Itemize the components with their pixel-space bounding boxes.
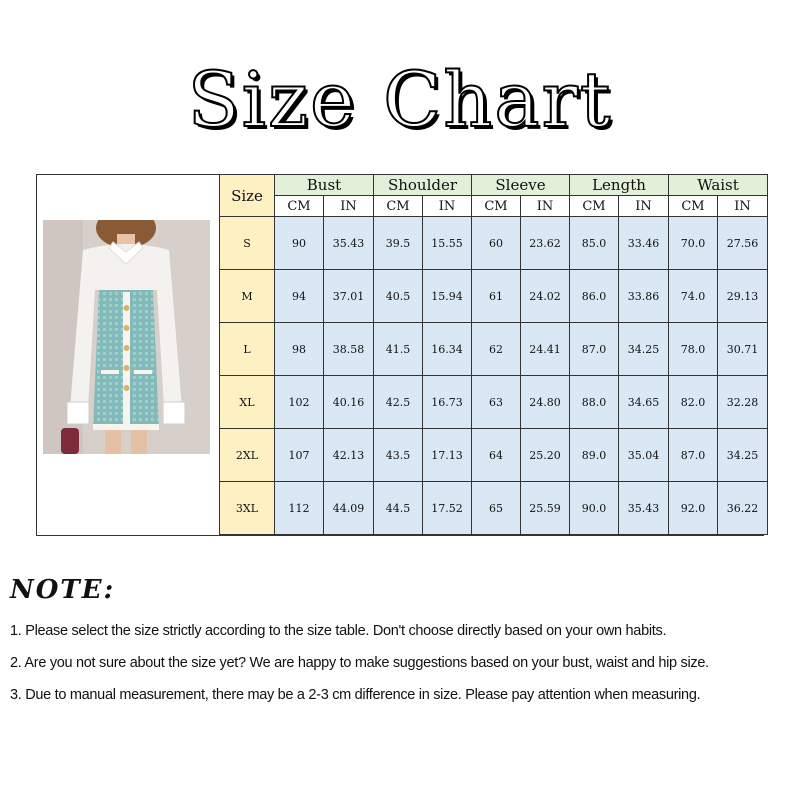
measurement-cell: 90.0 <box>570 482 619 535</box>
measurement-cell: 88.0 <box>570 376 619 429</box>
shoulder-header: Shoulder <box>374 175 472 196</box>
table-row <box>220 217 768 270</box>
measurement-cell: 17.52 <box>423 482 472 535</box>
note-title: NOTE: <box>10 575 116 605</box>
unit-header-cm: CM <box>570 196 619 217</box>
unit-header-cm: CM <box>374 196 423 217</box>
measurement-cell: 44.5 <box>374 482 423 535</box>
measurement-cell: 24.41 <box>521 323 570 376</box>
unit-header-cm: CM <box>472 196 521 217</box>
measurement-cell: 70.0 <box>669 217 718 270</box>
page-title: Size Chart <box>187 55 613 144</box>
measurement-cell: 38.58 <box>324 323 374 376</box>
measurement-cell: 24.02 <box>521 270 570 323</box>
unit-header-in: IN <box>423 196 472 217</box>
measurement-cell: 98 <box>275 323 324 376</box>
size-label-cell: 2XL <box>220 429 275 482</box>
product-photo <box>43 220 210 454</box>
size-label-cell: S <box>220 217 275 270</box>
unit-header-in: IN <box>324 196 374 217</box>
measurement-cell: 34.65 <box>619 376 669 429</box>
table-row <box>220 270 768 323</box>
measurement-cell: 92.0 <box>669 482 718 535</box>
measurement-cell: 35.43 <box>324 217 374 270</box>
unit-header-cm: CM <box>275 196 324 217</box>
measurement-cell: 87.0 <box>570 323 619 376</box>
measurement-cell: 63 <box>472 376 521 429</box>
measurement-cell: 64 <box>472 429 521 482</box>
dress-model-illustration <box>43 220 210 454</box>
measurement-cell: 89.0 <box>570 429 619 482</box>
measurement-cell: 107 <box>275 429 324 482</box>
measurement-cell: 60 <box>472 217 521 270</box>
measurement-cell: 34.25 <box>619 323 669 376</box>
unit-header-in: IN <box>619 196 669 217</box>
size-label-cell: 3XL <box>220 482 275 535</box>
measurement-cell: 24.80 <box>521 376 570 429</box>
size-label-cell: XL <box>220 376 275 429</box>
measurement-cell: 102 <box>275 376 324 429</box>
note-item: 1. Please select the size strictly according to the size table. Don't choose directly based on your own habits. <box>10 623 667 639</box>
measurement-cell: 25.59 <box>521 482 570 535</box>
measurement-cell: 23.62 <box>521 217 570 270</box>
sleeve-header: Sleeve <box>472 175 570 196</box>
bust-header: Bust <box>275 175 374 196</box>
measurement-cell: 112 <box>275 482 324 535</box>
measurement-cell: 82.0 <box>669 376 718 429</box>
length-header: Length <box>570 175 669 196</box>
size-table-body <box>220 217 768 535</box>
size-column-header: Size <box>220 175 275 217</box>
measurement-cell: 90 <box>275 217 324 270</box>
unit-header-cm: CM <box>669 196 718 217</box>
measurement-cell: 15.55 <box>423 217 472 270</box>
table-row <box>220 429 768 482</box>
measurement-cell: 27.56 <box>718 217 768 270</box>
measurement-cell: 33.46 <box>619 217 669 270</box>
measurement-cell: 86.0 <box>570 270 619 323</box>
measurement-cell: 87.0 <box>669 429 718 482</box>
measurement-cell: 62 <box>472 323 521 376</box>
size-table <box>219 174 768 535</box>
measurement-cell: 16.73 <box>423 376 472 429</box>
note-item: 2. Are you not sure about the size yet? We are happy to make suggestions based on your bust, waist and hip size. <box>10 655 709 671</box>
unit-header-in: IN <box>718 196 768 217</box>
measurement-cell: 42.13 <box>324 429 374 482</box>
measurement-cell: 35.43 <box>619 482 669 535</box>
table-row <box>220 482 768 535</box>
measurement-cell: 61 <box>472 270 521 323</box>
table-row <box>220 376 768 429</box>
measurement-cell: 34.25 <box>718 429 768 482</box>
size-label-cell: M <box>220 270 275 323</box>
measurement-cell: 44.09 <box>324 482 374 535</box>
measurement-cell: 17.13 <box>423 429 472 482</box>
measurement-cell: 36.22 <box>718 482 768 535</box>
measurement-cell: 94 <box>275 270 324 323</box>
measurement-cell: 33.86 <box>619 270 669 323</box>
measurement-cell: 40.16 <box>324 376 374 429</box>
measurement-cell: 42.5 <box>374 376 423 429</box>
measurement-cell: 16.34 <box>423 323 472 376</box>
table-row <box>220 323 768 376</box>
unit-header-in: IN <box>521 196 570 217</box>
measurement-cell: 25.20 <box>521 429 570 482</box>
measurement-cell: 41.5 <box>374 323 423 376</box>
measurement-cell: 85.0 <box>570 217 619 270</box>
measurement-cell: 39.5 <box>374 217 423 270</box>
measurement-cell: 37.01 <box>324 270 374 323</box>
measurement-cell: 40.5 <box>374 270 423 323</box>
measurement-cell: 32.28 <box>718 376 768 429</box>
measurement-cell: 78.0 <box>669 323 718 376</box>
note-item: 3. Due to manual measurement, there may be a 2-3 cm difference in size. Please pay attention when measuring. <box>10 687 701 703</box>
measurement-cell: 35.04 <box>619 429 669 482</box>
measurement-cell: 65 <box>472 482 521 535</box>
measurement-cell: 74.0 <box>669 270 718 323</box>
waist-header: Waist <box>669 175 768 196</box>
size-label-cell: L <box>220 323 275 376</box>
measurement-cell: 15.94 <box>423 270 472 323</box>
measurement-cell: 43.5 <box>374 429 423 482</box>
measurement-cell: 29.13 <box>718 270 768 323</box>
measurement-cell: 30.71 <box>718 323 768 376</box>
